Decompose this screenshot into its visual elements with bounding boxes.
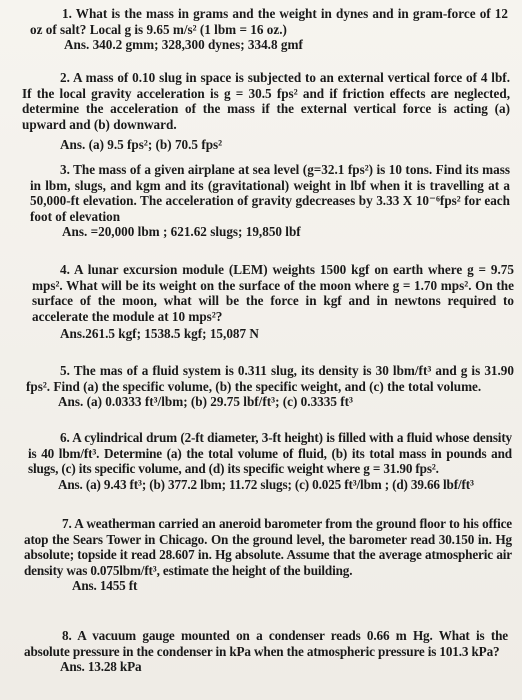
problem-4-answer: Ans.261.5 kgf; 1538.5 kgf; 15,087 N [60,326,259,341]
problem-8 [0,628,522,675]
problem-1-answer: Ans. 340.2 gmm; 328,300 dynes; 334.8 gmf [64,37,303,52]
problem-7-question: 7. A weatherman carried an aneroid barometer from the ground floor to his office atop the Sears Tower in Chicago. On the ground level, the barometer read 30.150 in. Hg absolute; topside it read 28.607 in. Hg absolute. Assume that the average atmospheric air density was 0.075lbm/ft³, estimate the height of the building. [24,516,512,578]
problem-3-question: 3. The mass of a given airplane at sea level (g=32.1 fps²) is 10 tons. Find its mass in lbm, slugs, and kgm and its (gravitational) weight in lbf when it is travelling at a 50,000-ft elevation. The acceleration of gravity gdecreases by 3.33 X 10⁻⁶fps² for each foot of elevation [30,162,510,224]
problem-4 [0,262,522,342]
problem-2-question: 2. A mass of 0.10 slug in space is subjected to an external vertical force of 4 lbf. If the local gravity acceleration is g = 30.5 fps² and if friction effects are neglected, determine the acceleration of the mass if the external vertical force is acting (a) upward and (b) downward. [22,70,510,132]
problem-3-answer: Ans. =20,000 lbm ; 621.62 slugs; 19,850 lbf [62,224,301,239]
problem-1-question: 1. What is the mass in grams and the weight in dynes and in gram-force of 12 oz of salt? Local g is 9.65 m/s² (1 lbm = 16 oz.) [30,6,508,37]
problem-2-answer: Ans. (a) 9.5 fps²; (b) 70.5 fps² [60,137,223,152]
problem-8-answer: Ans. 13.28 kPa [60,659,142,674]
problem-8-question: 8. A vacuum gauge mounted on a condenser reads 0.66 m Hg. What is the absolute pressure in the condenser in kPa when the atmospheric pressure is 101.3 kPa? [24,628,508,659]
problem-6-question: 6. A cylindrical drum (2-ft diameter, 3-ft height) is filled with a fluid whose density is 40 lbm/ft³. Determine (a) the total volume of fluid, (b) its total mass in pounds and slugs, (c) its specific volume, and (d) its specific weight where g = 31.90 fps². [28,430,512,476]
problem-7 [0,516,522,594]
problem-5-question: 5. The mas of a fluid system is 0.311 slug, its density is 30 lbm/ft³ and g is 31.90 fps². Find (a) the specific volume, (b) the specific weight, and (c) the total volume. [26,363,514,394]
problem-5 [0,363,522,410]
problem-1 [0,6,522,53]
problem-3 [0,162,522,240]
problem-5-answer: Ans. (a) 0.0333 ft³/lbm; (b) 29.75 lbf/ft³; (c) 0.3335 ft³ [58,394,353,409]
problem-6 [0,430,522,492]
problem-4-question: 4. A lunar excursion module (LEM) weights 1500 kgf on earth where g = 9.75 mps². What will be its weight on the surface of the moon where g = 1.70 mps². On the surface of the moon, what will be the force in kgf and in newtons required to accelerate the module at 10 mps²? [32,262,514,324]
problem-2 [0,70,522,153]
problem-7-answer: Ans. 1455 ft [72,578,138,593]
problem-6-answer: Ans. (a) 9.43 ft³; (b) 377.2 lbm; 11.72 slugs; (c) 0.025 ft³/lbm ; (d) 39.66 lbf/ft³ [58,476,474,492]
